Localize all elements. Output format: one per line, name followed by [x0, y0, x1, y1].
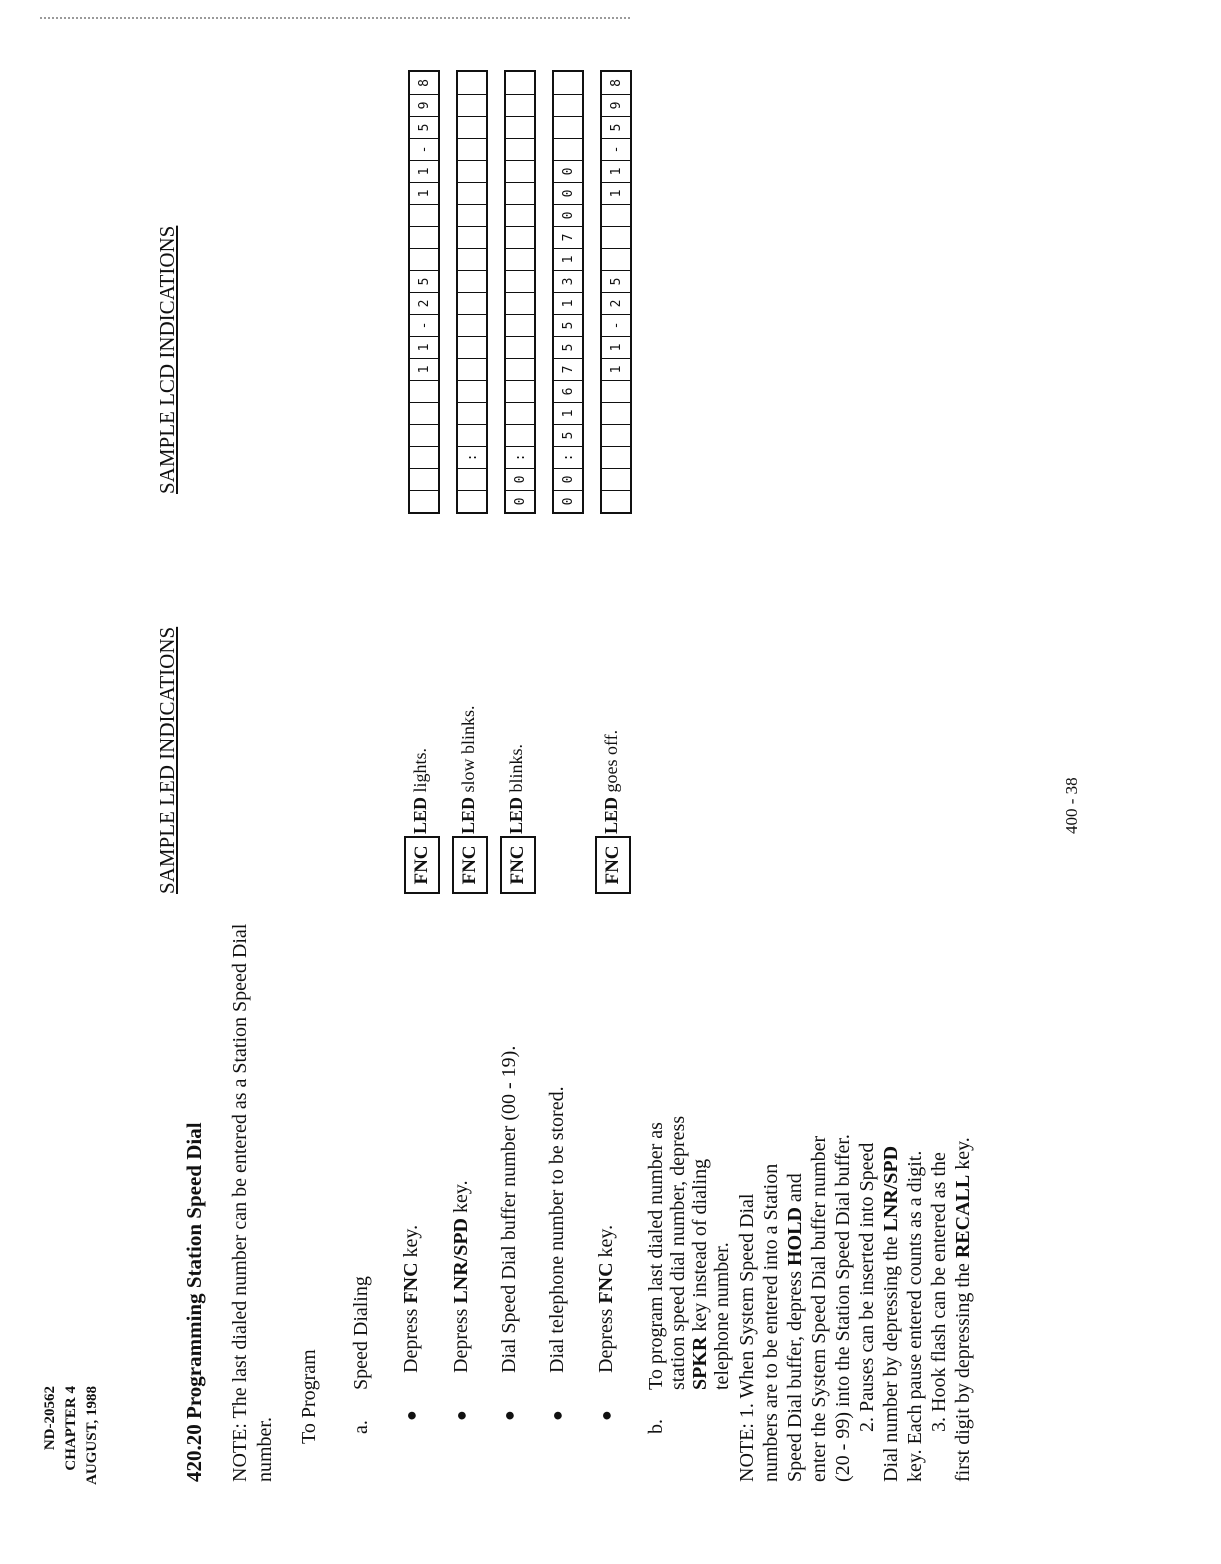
lcd-cell: 1 — [602, 336, 630, 358]
sub-a-label: Speed Dialing — [350, 1276, 372, 1390]
lcd-cell — [506, 204, 534, 226]
lcd-cell: 2 — [602, 292, 630, 314]
lcd-cell — [458, 424, 486, 446]
lcd-cell — [458, 402, 486, 424]
sub-b-paragraph: b. To program last dialed number as station speed dial number, depress SPKR key instead of dialing telephone number. — [645, 1115, 733, 1434]
lcd-cell — [458, 248, 486, 270]
lcd-cell: 5 — [602, 116, 630, 138]
lcd-cell: 5 — [410, 116, 438, 138]
page-number: 400 - 38 — [1062, 777, 1081, 834]
lcd-cell: - — [602, 138, 630, 160]
lcd-cell — [458, 204, 486, 226]
lcd-cell: 1 — [410, 182, 438, 204]
lcd-cell: 1 — [602, 358, 630, 380]
lcd-cell: 2 — [410, 292, 438, 314]
fnc-key-icon: FNC — [404, 836, 440, 894]
led-section-header: SAMPLE LED INDICATIONS — [155, 626, 179, 894]
programming-notes: NOTE: 1. When System Speed Dial numbers are to be entered into a Station Speed Dial buffer, depress HOLD and enter the System Speed Dial buffer number (20 - 99) into the Station Speed Dial buffer. 2. Pauses can be inserted into Speed Dial number by depressing the LNR/SPD key. Each pause entered counts as a digit. 3. Hook flash can be entered as the first digit by depressing the RECALL key. — [736, 1134, 974, 1482]
lcd-cell — [554, 116, 582, 138]
lcd-section-header: SAMPLE LCD INDICATIONS — [155, 225, 179, 494]
step-4: ●Dial telephone number to be stored. — [546, 1086, 568, 1421]
lcd-cell: 5 — [554, 424, 582, 446]
lcd-display-2 — [456, 70, 488, 514]
step-2: ●Depress LNR/SPD key. — [450, 1180, 472, 1421]
lcd-cell: 9 — [410, 94, 438, 116]
lcd-cell: 9 — [602, 94, 630, 116]
lcd-cell: 0 — [554, 490, 582, 512]
lcd-cell: 6 — [554, 380, 582, 402]
lcd-cell — [410, 226, 438, 248]
lcd-cell — [602, 248, 630, 270]
lcd-cell — [458, 138, 486, 160]
chapter-label: CHAPTER 4 — [63, 1386, 79, 1471]
lcd-cell — [506, 358, 534, 380]
bullet-icon: ● — [401, 1410, 421, 1421]
lcd-cell: 0 — [554, 160, 582, 182]
lcd-cell: - — [410, 314, 438, 336]
lcd-cell: - — [602, 314, 630, 336]
led-indication-5: LED goes off. — [601, 729, 621, 834]
lcd-cell — [506, 270, 534, 292]
lcd-cell — [410, 380, 438, 402]
lcd-cell: : — [554, 446, 582, 468]
fnc-key-icon: FNC — [452, 836, 488, 894]
lcd-cell — [602, 380, 630, 402]
lcd-cell — [458, 182, 486, 204]
led-indication-1: LED lights. — [410, 747, 430, 834]
lcd-cell — [602, 402, 630, 424]
lcd-cell — [458, 380, 486, 402]
lcd-cell: 1 — [602, 182, 630, 204]
note-label: NOTE: — [736, 1423, 758, 1482]
lcd-cell: 7 — [554, 358, 582, 380]
sub-a-letter: a. — [350, 1420, 372, 1434]
lcd-cell: 1 — [410, 160, 438, 182]
document-header — [40, 1386, 103, 1485]
lcd-cell: 1 — [410, 358, 438, 380]
lcd-cell — [410, 204, 438, 226]
lcd-cell — [602, 424, 630, 446]
lcd-cell — [458, 358, 486, 380]
lcd-cell — [458, 336, 486, 358]
lcd-cell — [602, 226, 630, 248]
step-3: ●Dial Speed Dial buffer number (00 - 19). — [498, 1045, 520, 1421]
lcd-cell — [458, 226, 486, 248]
step-1: ●Depress FNC key. — [400, 1224, 422, 1421]
lcd-cell — [506, 116, 534, 138]
lcd-cell — [506, 160, 534, 182]
lcd-cell: 0 — [554, 204, 582, 226]
lcd-display-3 — [504, 70, 536, 514]
lcd-cell: 7 — [554, 226, 582, 248]
step-5: ●Depress FNC key. — [595, 1224, 617, 1421]
lcd-cell — [458, 116, 486, 138]
lcd-cell — [506, 226, 534, 248]
lcd-cell — [506, 94, 534, 116]
lcd-cell — [410, 424, 438, 446]
lcd-cell: 0 — [554, 468, 582, 490]
lcd-cell: 8 — [416, 79, 432, 87]
lcd-cell: 1 — [410, 336, 438, 358]
lcd-cell — [458, 468, 486, 490]
lcd-cell: 3 — [554, 270, 582, 292]
lcd-cell — [458, 490, 486, 512]
lcd-display-5 — [600, 70, 632, 514]
lcd-cell: : — [458, 446, 486, 468]
lcd-cell — [554, 72, 582, 94]
lcd-cell — [506, 314, 534, 336]
lcd-cell: 1 — [602, 160, 630, 182]
lcd-cell — [602, 490, 630, 512]
lcd-cell — [506, 248, 534, 270]
section-title: 420.20 Programming Station Speed Dial — [182, 1122, 206, 1482]
lcd-cell — [602, 204, 630, 226]
led-indication-3: LED blinks. — [506, 743, 526, 834]
lcd-cell — [410, 490, 438, 512]
intro-note: NOTE: The last dialed number can be entered as a Station Speed Dial number. — [229, 923, 276, 1482]
sub-a-heading — [350, 1276, 373, 1434]
lcd-cell: - — [410, 138, 438, 160]
lcd-cell — [554, 138, 582, 160]
lcd-cell — [506, 72, 534, 94]
sub-b-letter: b. — [645, 1419, 667, 1434]
to-program-label: To Program — [298, 1349, 320, 1444]
lcd-cell: 0 — [554, 182, 582, 204]
lcd-cell: 1 — [554, 292, 582, 314]
lcd-cell — [506, 336, 534, 358]
lcd-cell — [506, 292, 534, 314]
lcd-cell — [458, 72, 486, 94]
lcd-cell — [506, 402, 534, 424]
lcd-cell — [410, 248, 438, 270]
lcd-cell: : — [506, 446, 534, 468]
bullet-icon: ● — [547, 1410, 567, 1421]
bullet-icon: ● — [499, 1410, 519, 1421]
lcd-cell: 5 — [554, 336, 582, 358]
lcd-cell — [410, 402, 438, 424]
lcd-cell: 1 — [554, 248, 582, 270]
lcd-cell — [506, 138, 534, 160]
lcd-cell — [506, 380, 534, 402]
lcd-cell: 5 — [602, 270, 630, 292]
lcd-cell — [458, 292, 486, 314]
lcd-cell — [410, 446, 438, 468]
lcd-cell — [506, 424, 534, 446]
lcd-cell: 0 — [506, 468, 534, 490]
lcd-cell — [458, 94, 486, 116]
lcd-display-1 — [408, 70, 440, 514]
lcd-cell — [458, 270, 486, 292]
doc-date: AUGUST, 1988 — [84, 1386, 100, 1485]
lcd-cell — [410, 468, 438, 490]
fnc-key-icon: FNC — [595, 836, 631, 894]
lcd-cell — [458, 160, 486, 182]
led-indication-2: LED slow blinks. — [458, 705, 478, 834]
lcd-cell — [506, 182, 534, 204]
lcd-display-4 — [552, 70, 584, 514]
fnc-key-icon: FNC — [500, 836, 536, 894]
lcd-cell: 0 — [506, 490, 534, 512]
lcd-cell — [554, 94, 582, 116]
bullet-icon: ● — [451, 1410, 471, 1421]
lcd-cell — [602, 446, 630, 468]
doc-id: ND-20562 — [42, 1386, 58, 1451]
lcd-cell: 5 — [410, 270, 438, 292]
bullet-icon: ● — [596, 1410, 616, 1421]
lcd-cell: 8 — [608, 79, 624, 87]
lcd-cell: 1 — [554, 402, 582, 424]
lcd-cell — [602, 468, 630, 490]
lcd-cell — [458, 314, 486, 336]
lcd-cell: 5 — [554, 314, 582, 336]
